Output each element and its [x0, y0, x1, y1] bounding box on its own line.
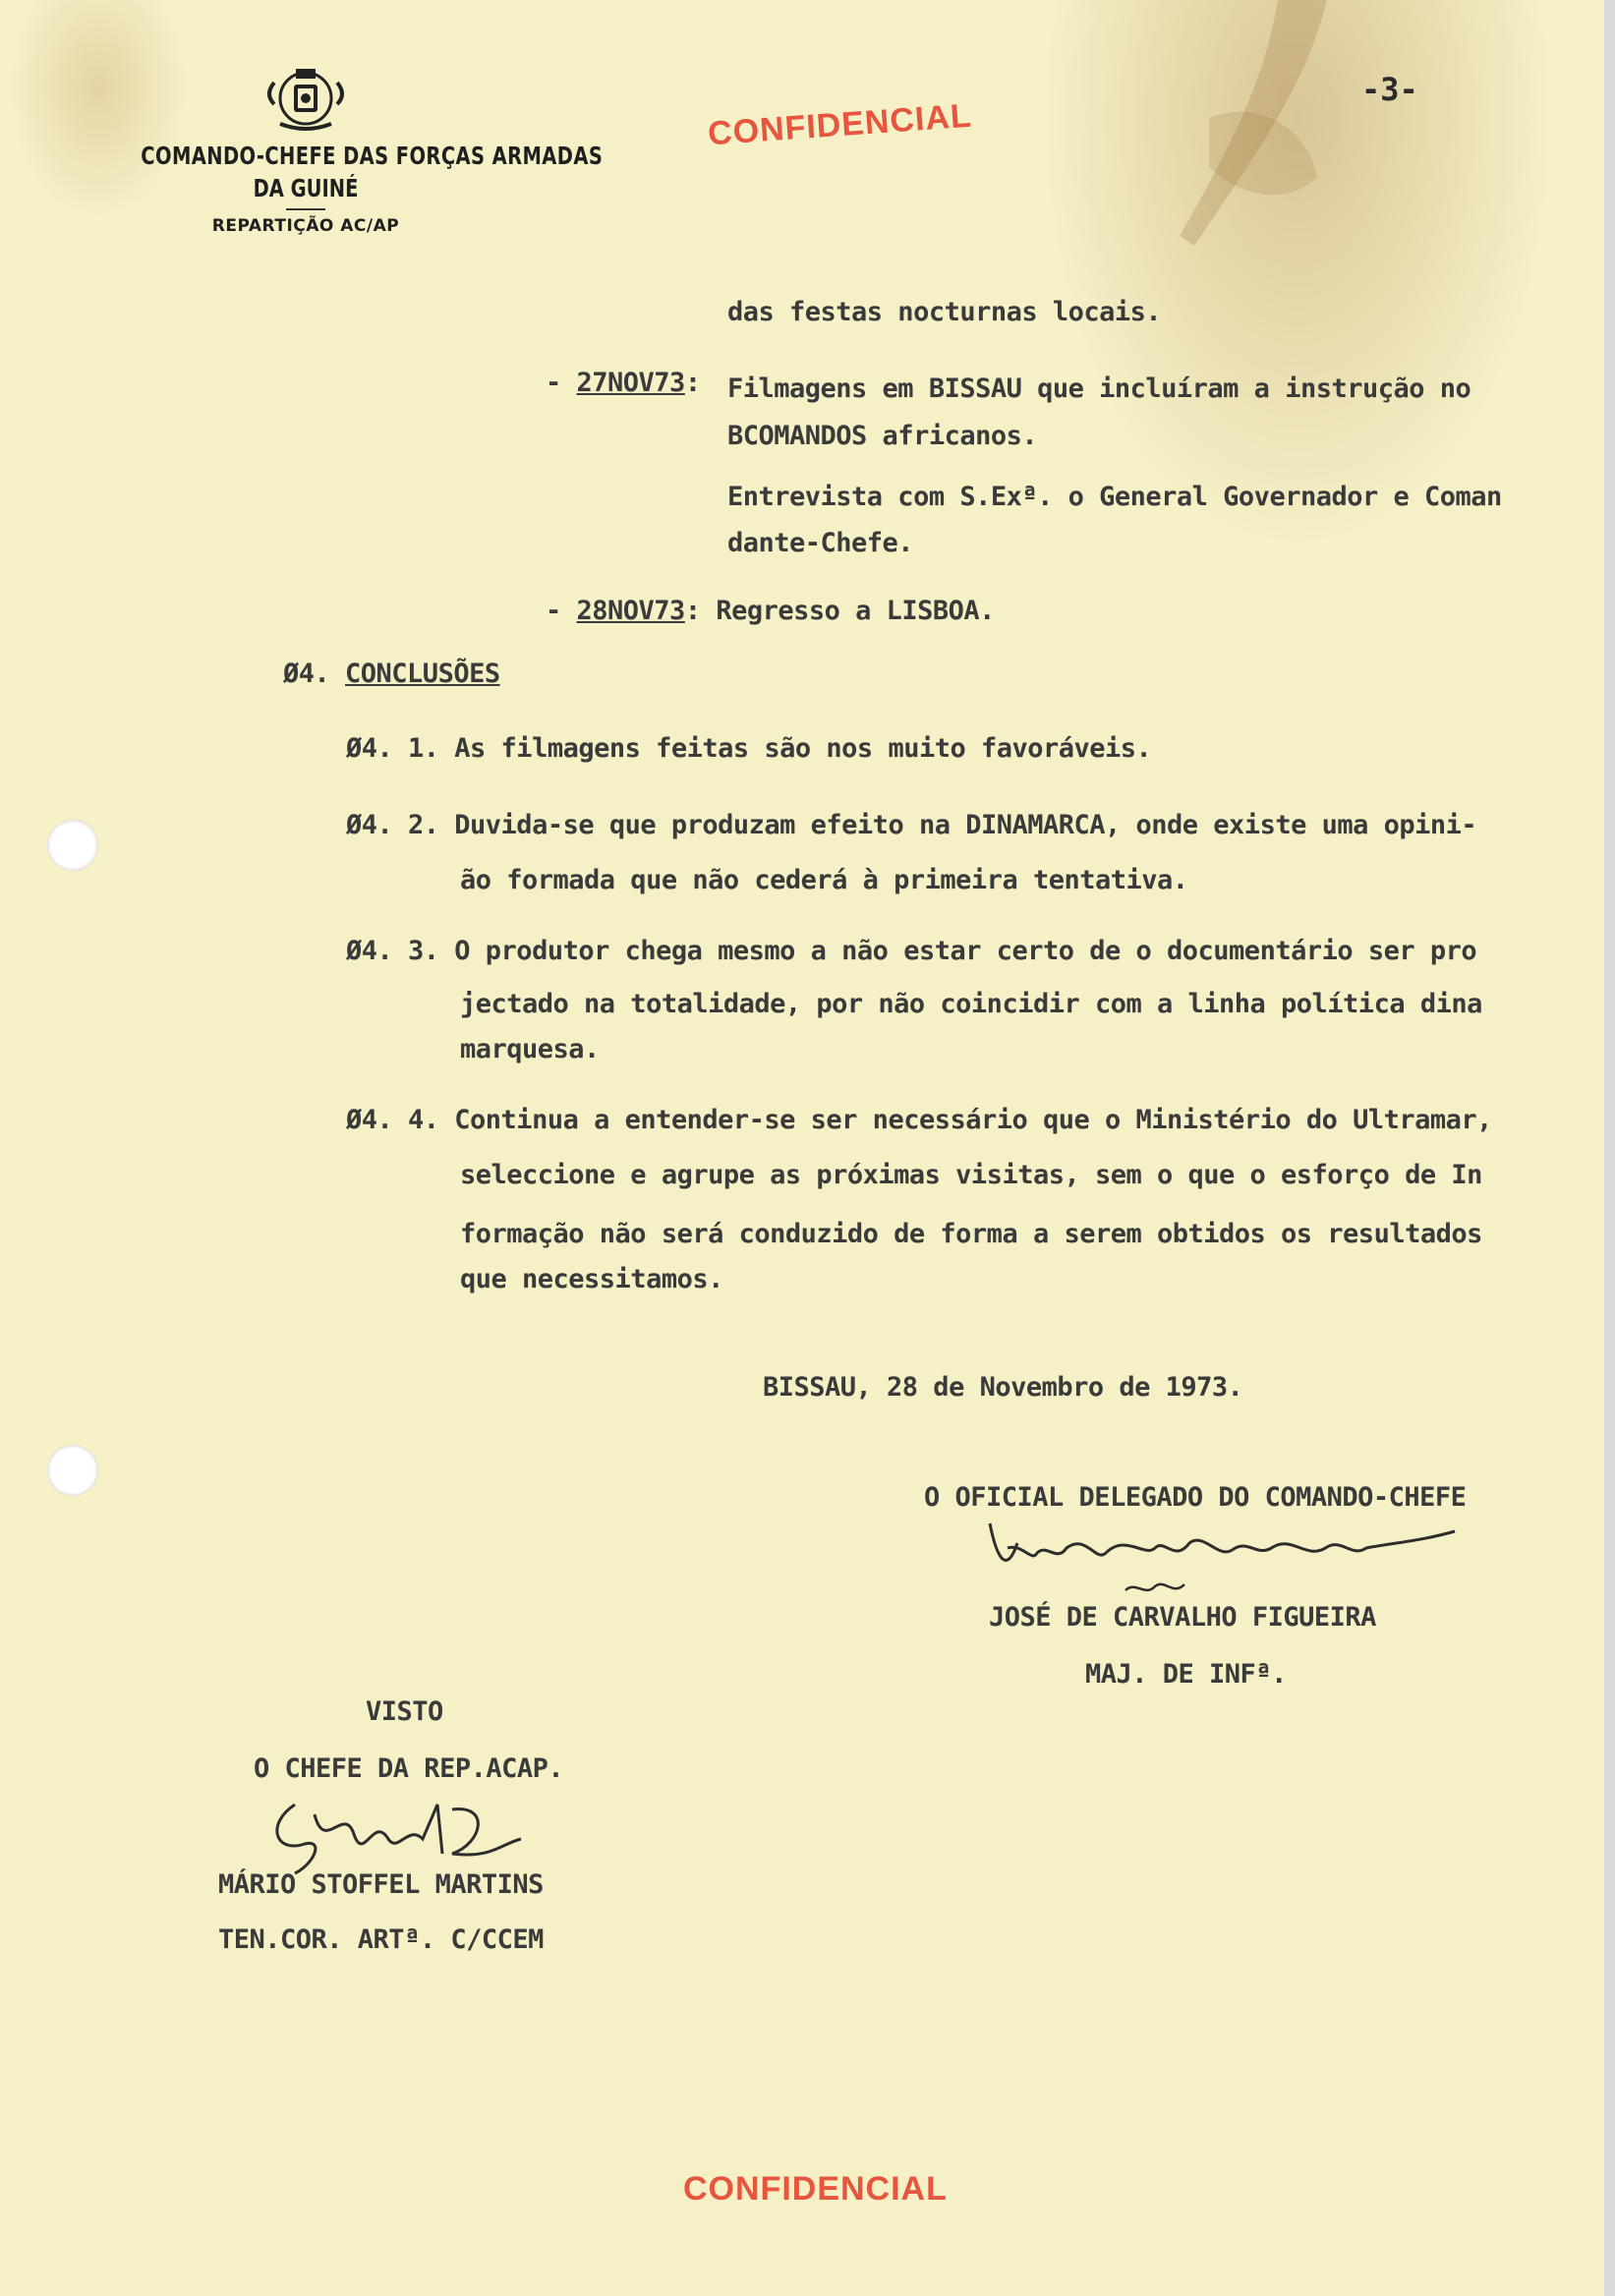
- entry-text: Filmagens em BISSAU que incluíram a instrução no: [727, 373, 1471, 404]
- paragraph-4-3: Ø4. 3. O produtor chega mesmo a não estar certo de o documentário ser pro: [346, 936, 1477, 966]
- letterhead-subtitle: DA GUINÉ: [253, 174, 359, 202]
- signatory-name: JOSÉ DE CARVALHO FIGUEIRA: [989, 1602, 1376, 1633]
- entry-text: BCOMANDOS africanos.: [727, 421, 1038, 451]
- approver-title: O CHEFE DA REP.ACAP.: [254, 1753, 564, 1784]
- letterhead: [94, 65, 604, 236]
- paragraph-4-4-cont: formação não será conduzido de forma a serem obtidos os resultados: [460, 1219, 1482, 1249]
- confidential-stamp-top: CONFIDENCIAL: [706, 96, 973, 153]
- body-line: das festas nocturnas locais.: [727, 297, 1162, 327]
- entry-dash: -: [546, 368, 577, 398]
- entry-date: 28NOV73: [576, 596, 685, 626]
- entry-28nov: [546, 596, 995, 626]
- page-number: -3-: [1361, 71, 1418, 108]
- paragraph-4-3-cont: marquesa.: [460, 1034, 600, 1064]
- water-stain: [1121, 0, 1445, 295]
- approver-name: MÁRIO STOFFEL MARTINS: [218, 1869, 544, 1900]
- entry-27nov: [546, 368, 701, 398]
- confidential-stamp-bottom: CONFIDENCIAL: [683, 2170, 948, 2208]
- paragraph-4-4: Ø4. 4. Continua a entender-se ser necessário que o Ministério do Ultramar,: [346, 1105, 1492, 1135]
- approver-rank: TEN.COR. ARTª. C/CCEM: [218, 1924, 544, 1955]
- letterhead-divider: [286, 208, 325, 210]
- entry-separator: :: [684, 368, 701, 398]
- paragraph-4-4-cont: que necessitamos.: [460, 1264, 723, 1294]
- paragraph-4-1: Ø4. 1. As filmagens feitas são nos muito favoráveis.: [346, 733, 1152, 764]
- punch-hole: [47, 1445, 98, 1496]
- entry-text: : Regresso a LISBOA.: [684, 596, 995, 626]
- entry-text: Entrevista com S.Exª. o General Governador e Coman: [727, 482, 1502, 512]
- paragraph-4-2: Ø4. 2. Duvida-se que produzam efeito na DINAMARCA, onde existe uma opini-: [346, 810, 1477, 840]
- page-edge: [1604, 0, 1615, 2296]
- coat-of-arms-icon: [260, 65, 351, 134]
- letterhead-department: REPARTIÇÃO AC/AP: [211, 216, 400, 236]
- handwritten-signature: [978, 1504, 1470, 1612]
- entry-dash: -: [546, 596, 577, 626]
- section-number: Ø4.: [283, 659, 346, 689]
- place-date: BISSAU, 28 de Novembro de 1973.: [763, 1372, 1243, 1403]
- paragraph-4-4-cont: seleccione e agrupe as próximas visitas, sem o que o esforço de In: [460, 1160, 1482, 1190]
- section-heading: [283, 659, 500, 689]
- visto-label: VISTO: [366, 1696, 443, 1727]
- signatory-rank: MAJ. DE INFª.: [1085, 1659, 1287, 1690]
- signatory-title: O OFICIAL DELEGADO DO COMANDO-CHEFE: [924, 1482, 1467, 1513]
- section-title: CONCLUSÕES: [345, 659, 500, 689]
- entry-date: 27NOV73: [576, 368, 685, 398]
- entry-text: dante-Chefe.: [727, 528, 914, 558]
- punch-hole: [47, 820, 98, 871]
- paragraph-4-3-cont: jectado na totalidade, por não coincidir com a linha política dina: [460, 989, 1482, 1019]
- letterhead-title: COMANDO-CHEFE DAS FORÇAS ARMADAS: [141, 142, 604, 170]
- paragraph-4-2-cont: ão formada que não cederá à primeira tentativa.: [460, 865, 1188, 895]
